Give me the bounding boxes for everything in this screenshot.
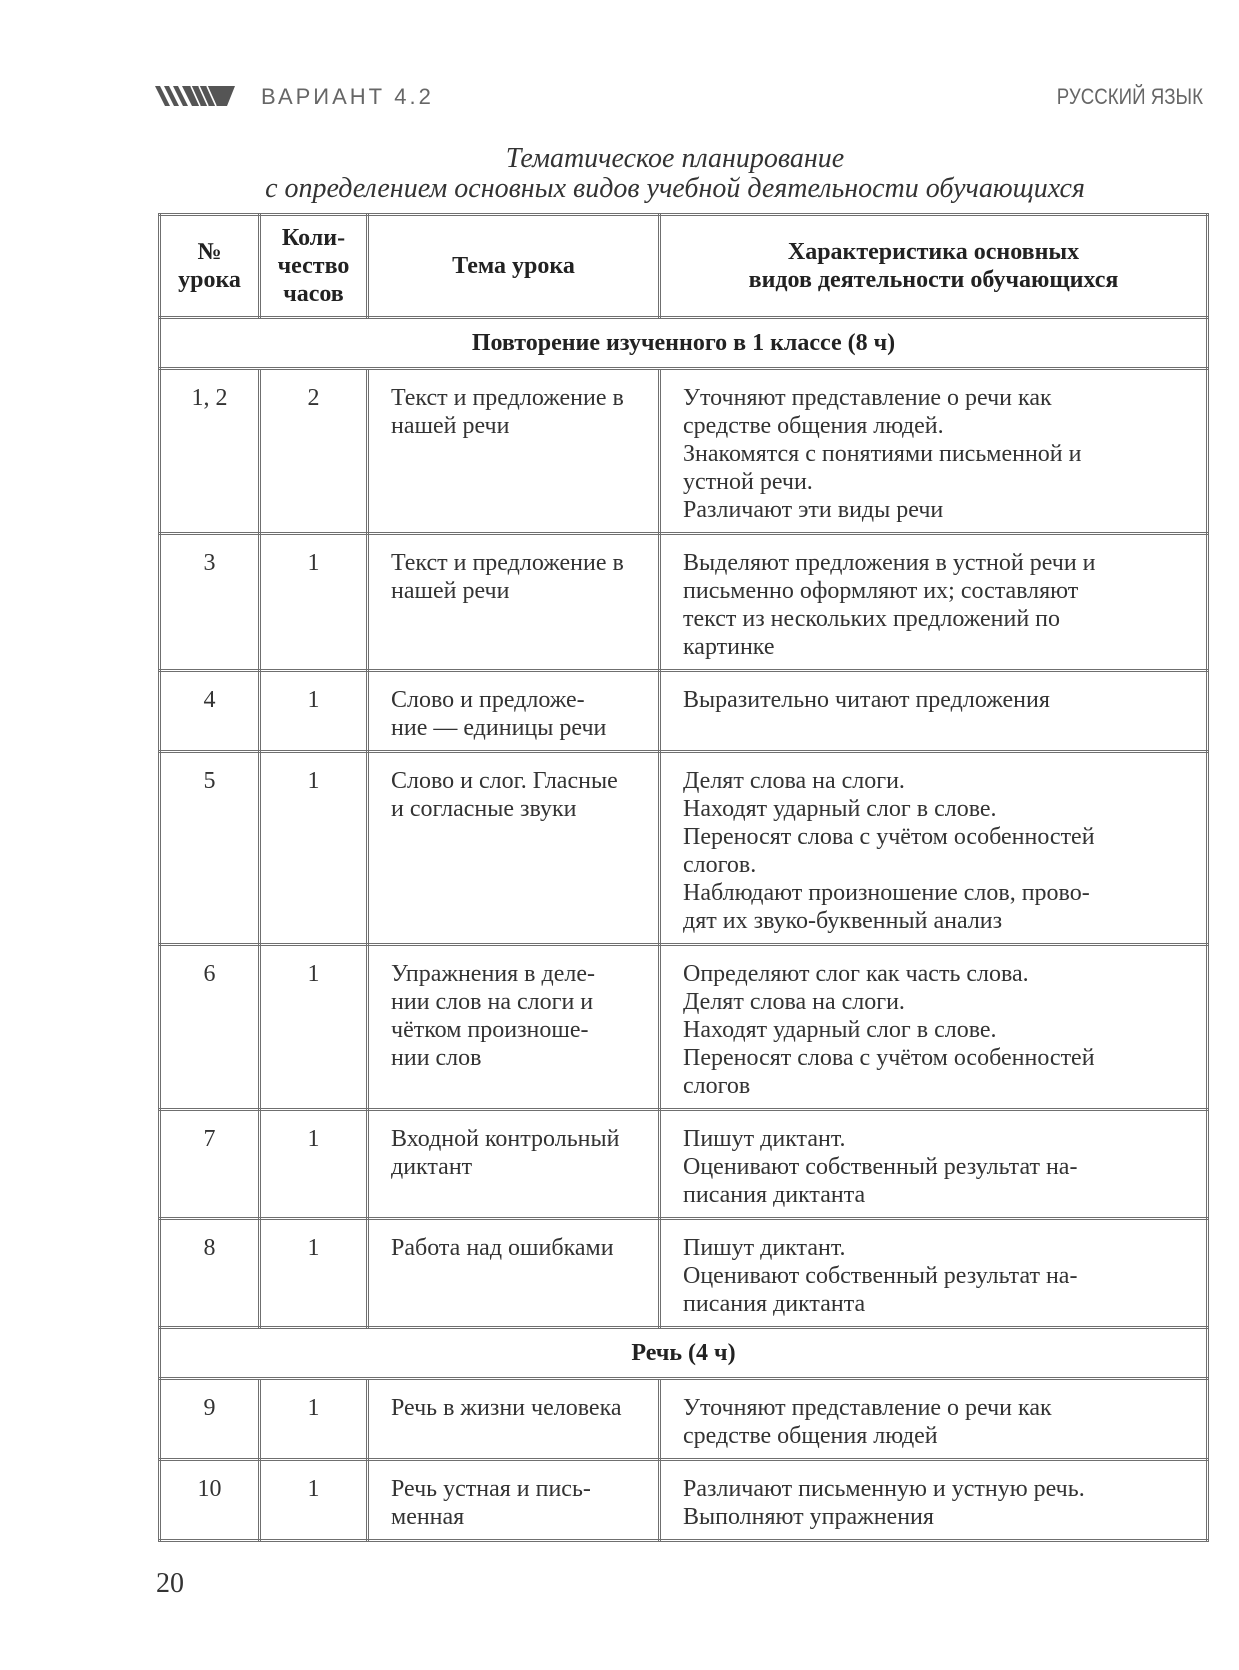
table-row — [160, 1379, 1208, 1460]
lesson-hours: 1 — [260, 1379, 368, 1460]
subject-label: РУССКИЙ ЯЗЫК — [1056, 84, 1203, 109]
variant-label: ВАРИАНТ 4.2 — [261, 84, 434, 109]
table-row — [160, 1219, 1208, 1328]
lesson-hours: 1 — [260, 671, 368, 752]
lesson-hours: 1 — [260, 1219, 368, 1328]
lesson-hours: 2 — [260, 369, 368, 534]
lesson-activity: Пишут диктант. Оценивают собственный результат на- писания диктанта — [660, 1110, 1208, 1219]
lesson-activity: Делят слова на слоги. Находят ударный слог в слове. Переносят слова с учётом особенностей слогов. Наблюдают произношение слов, прово- дят их звуко-буквенный анализ — [660, 752, 1208, 945]
page-title — [150, 144, 1200, 204]
table-row — [160, 1110, 1208, 1219]
header-topic: Тема урока — [368, 215, 660, 318]
lesson-topic: Речь в жизни человека — [368, 1379, 660, 1460]
title-line-2: с определением основных видов учебной деятельности обучающихся — [265, 173, 1085, 204]
lesson-topic: Речь устная и пись- менная — [368, 1460, 660, 1541]
lesson-topic: Входной контрольный диктант — [368, 1110, 660, 1219]
lesson-hours: 1 — [260, 1460, 368, 1541]
lesson-number: 1, 2 — [160, 369, 260, 534]
header-hours: Коли- чество часов — [260, 215, 368, 318]
table-row — [160, 534, 1208, 671]
lesson-number: 7 — [160, 1110, 260, 1219]
lesson-number: 5 — [160, 752, 260, 945]
lesson-hours: 1 — [260, 534, 368, 671]
lesson-topic: Текст и предложение в нашей речи — [368, 369, 660, 534]
lesson-number: 6 — [160, 945, 260, 1110]
lesson-topic: Текст и предложение в нашей речи — [368, 534, 660, 671]
lesson-topic: Слово и слог. Гласные и согласные звуки — [368, 752, 660, 945]
lesson-activity: Выделяют предложения в устной речи и письменно оформляют их; составляют текст из нескольких предложений по картинке — [660, 534, 1208, 671]
lesson-activity: Уточняют представление о речи как средстве общения людей — [660, 1379, 1208, 1460]
section-title: Повторение изученного в 1 классе (8 ч) — [160, 318, 1208, 369]
lesson-number: 8 — [160, 1219, 260, 1328]
table-header-row — [160, 215, 1208, 318]
lesson-topic: Работа над ошибками — [368, 1219, 660, 1328]
lesson-hours: 1 — [260, 752, 368, 945]
lesson-hours: 1 — [260, 1110, 368, 1219]
title-line-1: Тематическое планирование — [505, 143, 845, 174]
lesson-number: 10 — [160, 1460, 260, 1541]
table-row — [160, 1460, 1208, 1541]
table-row — [160, 945, 1208, 1110]
table-row — [160, 369, 1208, 534]
header-activity: Характеристика основных видов деятельности обучающихся — [660, 215, 1208, 318]
running-header — [155, 86, 1203, 122]
lesson-number: 3 — [160, 534, 260, 671]
section-row — [160, 318, 1208, 369]
series-logo-icon — [155, 86, 235, 110]
lesson-hours: 1 — [260, 945, 368, 1110]
lesson-activity: Выразительно читают предложения — [660, 671, 1208, 752]
lesson-activity: Уточняют представление о речи как средстве общения людей. Знакомятся с понятиями письменной и устной речи. Различают эти виды речи — [660, 369, 1208, 534]
lesson-number: 9 — [160, 1379, 260, 1460]
lesson-activity: Различают письменную и устную речь. Выполняют упражнения — [660, 1460, 1208, 1541]
planning-table — [158, 213, 1209, 1542]
lesson-topic: Слово и предложе- ние — единицы речи — [368, 671, 660, 752]
lesson-activity: Определяют слог как часть слова. Делят слова на слоги. Находят ударный слог в слове. Переносят слова с учётом особенностей слогов — [660, 945, 1208, 1110]
table-row — [160, 671, 1208, 752]
lesson-activity: Пишут диктант. Оценивают собственный результат на- писания диктанта — [660, 1219, 1208, 1328]
header-lesson-number: № урока — [160, 215, 260, 318]
section-row — [160, 1328, 1208, 1379]
lesson-topic: Упражнения в деле- нии слов на слоги и чётком произноше- нии слов — [368, 945, 660, 1110]
table-row — [160, 752, 1208, 945]
page-number: 20 — [156, 1568, 184, 1599]
section-title: Речь (4 ч) — [160, 1328, 1208, 1379]
lesson-number: 4 — [160, 671, 260, 752]
